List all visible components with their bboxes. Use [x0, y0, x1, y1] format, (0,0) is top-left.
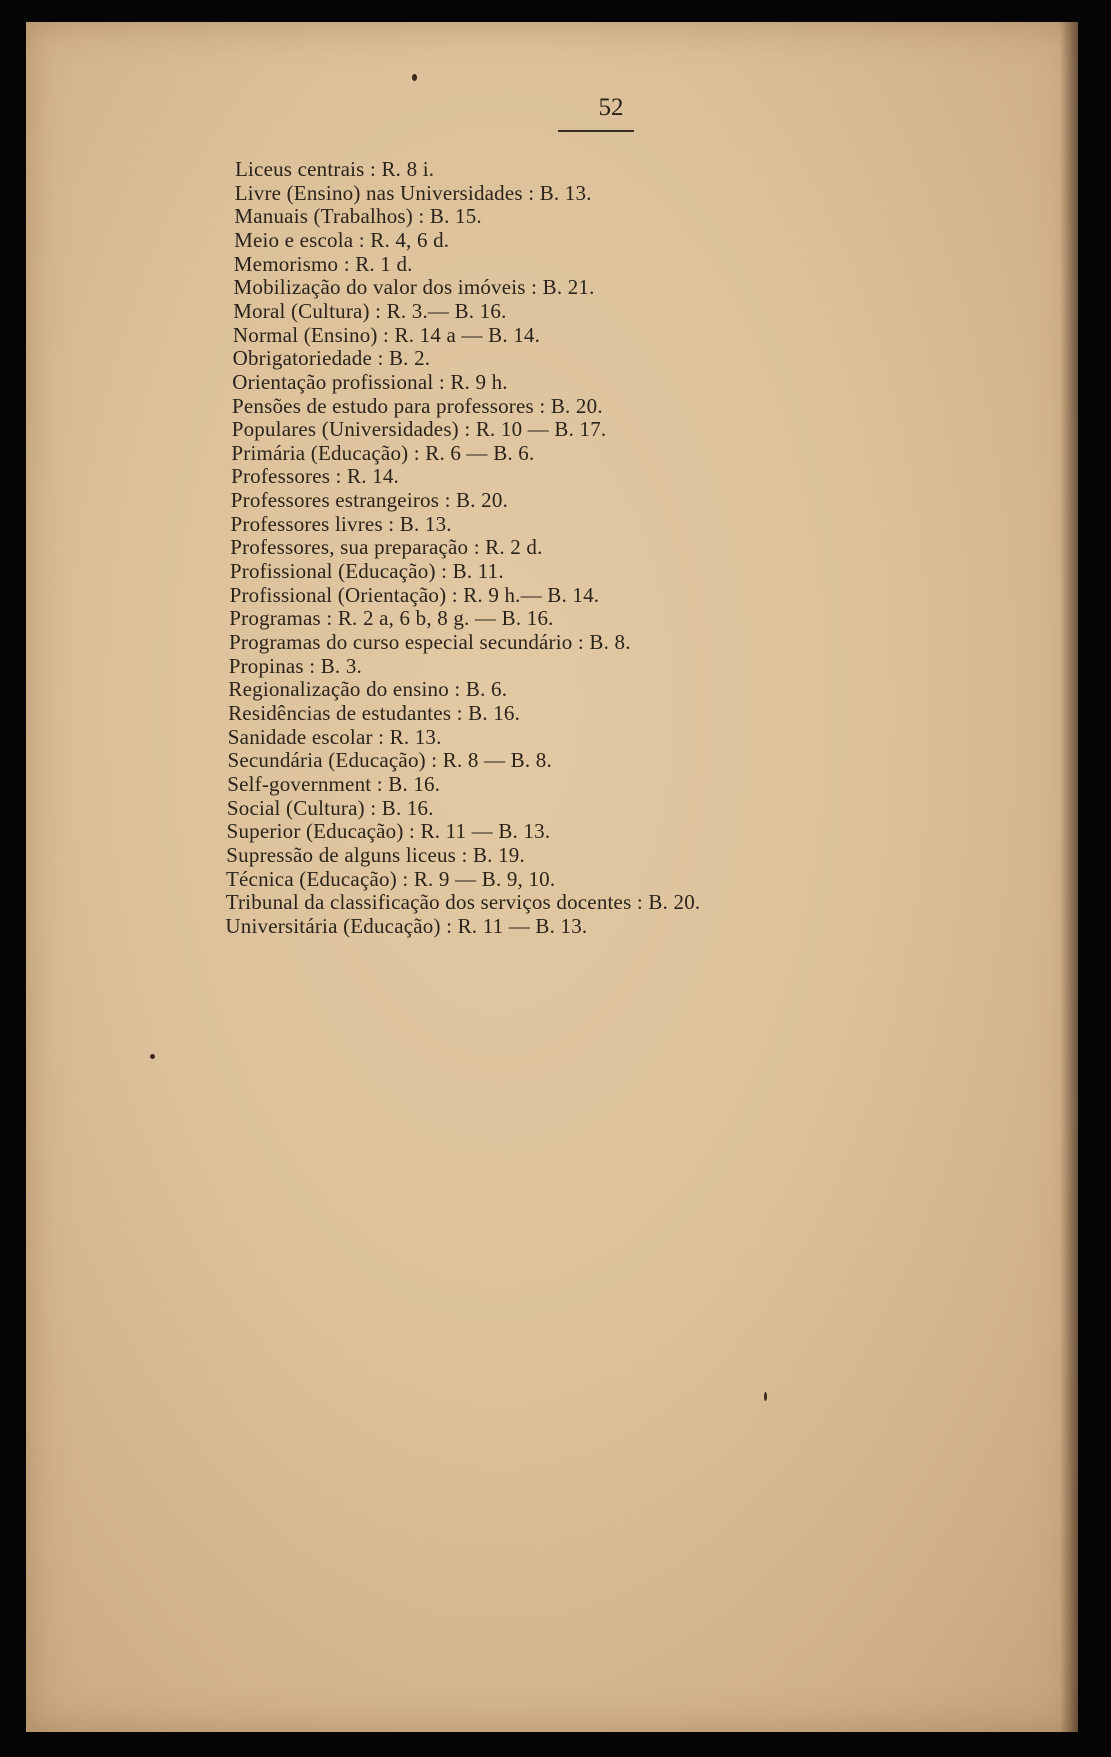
- index-entry: Populares (Universidades) : R. 10 — B. 17.: [231, 417, 607, 442]
- index-entry: Universitária (Educação) : R. 11 — B. 13.: [225, 913, 588, 938]
- index-entry: Primária (Educação) : R. 6 — B. 6.: [231, 440, 535, 465]
- index-entry: Superior (Educação) : R. 11 — B. 13.: [226, 819, 551, 844]
- index-entry: Profissional (Orientação) : R. 9 h.— B. 14.: [229, 582, 600, 607]
- index-entry: Professores livres : B. 13.: [230, 511, 452, 536]
- ink-speck: [764, 1392, 767, 1401]
- book-page: [26, 22, 1078, 1732]
- page-number: 52: [598, 94, 624, 121]
- index-entry: Moral (Cultura) : R. 3.— B. 16.: [233, 298, 507, 323]
- index-entry: Regionalização do ensino : B. 6.: [228, 677, 508, 702]
- index-entry: Self-government : B. 16.: [227, 771, 441, 796]
- index-entry: Programas do curso especial secundário : B. 8.: [229, 630, 631, 654]
- index-entry: Meio e escola : R. 4, 6 d.: [234, 227, 450, 252]
- index-entry: Social (Cultura) : B. 16.: [226, 795, 434, 820]
- ink-speck: [412, 74, 417, 81]
- index-entry: Professores, sua preparação : R. 2 d.: [230, 535, 543, 560]
- index-entry: Pensões de estudo para professores : B. 20.: [232, 393, 603, 418]
- index-entry: Professores : R. 14.: [231, 464, 400, 489]
- index-entry: Supressão de alguns liceus : B. 19.: [226, 842, 525, 867]
- index-entry: Sanidade escolar : R. 13.: [227, 724, 442, 749]
- index-entry: Programas : R. 2 a, 6 b, 8 g. — B. 16.: [229, 606, 554, 631]
- index-entry: Secundária (Educação) : R. 8 — B. 8.: [227, 748, 552, 773]
- index-entry: Normal (Ensino) : R. 14 a — B. 14.: [232, 322, 541, 347]
- index-entry: Orientação profissional : R. 9 h.: [232, 369, 508, 394]
- index-entry: Profissional (Educação) : B. 11.: [229, 559, 504, 584]
- index-entry: Liceus centrais : R. 8 i.: [235, 157, 435, 181]
- index-entry: Técnica (Educação) : R. 9 — B. 9, 10.: [226, 866, 556, 891]
- index-entries-list: [26, 22, 1078, 1732]
- index-entry: Manuais (Trabalhos) : B. 15.: [234, 204, 482, 229]
- index-entry: Propinas : B. 3.: [228, 653, 362, 678]
- index-entry: Mobilização do valor dos imóveis : B. 21.: [233, 275, 595, 300]
- index-entry: Obrigatoriedade : B. 2.: [232, 346, 431, 371]
- index-entry: Residências de estudantes : B. 16.: [228, 700, 521, 725]
- index-entry: Memorismo : R. 1 d.: [233, 251, 413, 276]
- ink-speck: [150, 1054, 155, 1059]
- index-entry: Tribunal da classificação dos serviços docentes : B. 20.: [225, 890, 701, 915]
- index-entry: Livre (Ensino) nas Universidades : B. 13.: [234, 180, 592, 205]
- index-entry: Professores estrangeiros : B. 20.: [230, 488, 509, 513]
